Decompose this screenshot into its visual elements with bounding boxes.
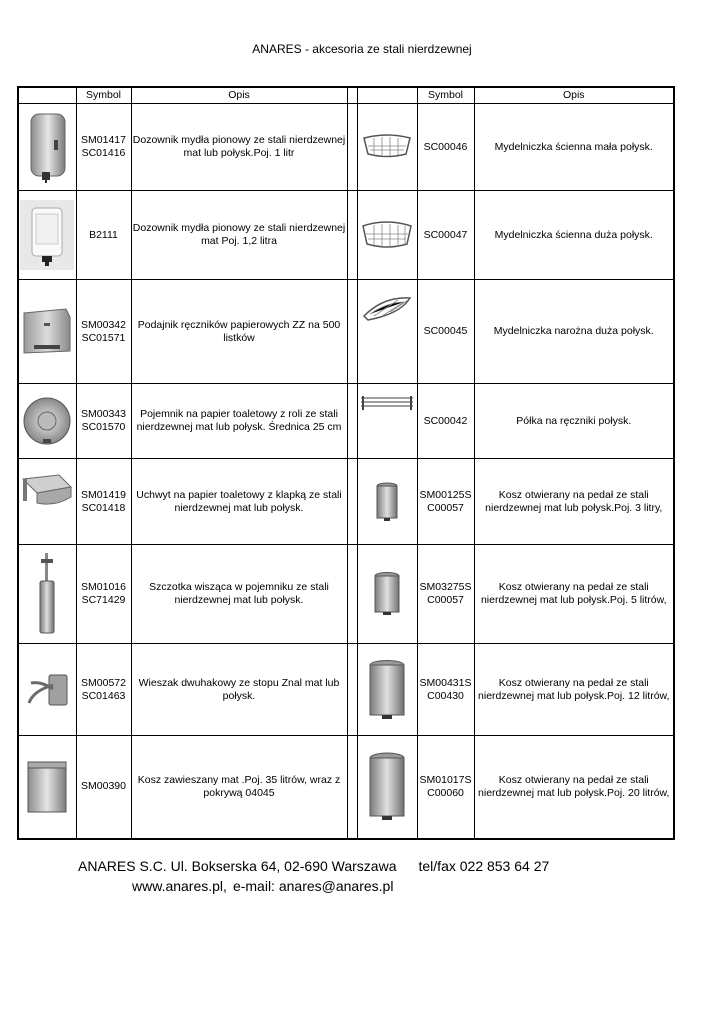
product-symbol: SM01417 SC01416 xyxy=(76,104,131,191)
wall-bin-icon xyxy=(24,758,70,816)
header-desc-left: Opis xyxy=(131,87,347,104)
product-symbol: SC00042 xyxy=(417,384,474,459)
footer-company: ANARES S.C. Ul. Bokserska 64, 02-690 Warszawa xyxy=(78,858,397,874)
product-description: Dozownik mydła pionowy ze stali nierdzewnej mat Poj. 1,2 litra xyxy=(131,191,347,280)
product-image-cell xyxy=(357,384,417,459)
product-image-cell xyxy=(18,280,76,384)
product-description: Mydelniczka narożna duża połysk. xyxy=(474,280,674,384)
product-description: Kosz zawieszany mat .Poj. 35 litrów, wraz z pokrywą 04045 xyxy=(131,736,347,839)
footer-phone: tel/fax 022 853 64 27 xyxy=(418,858,550,874)
pedal-bin-20l-icon xyxy=(367,751,407,823)
product-symbol: SM01017S C00060 xyxy=(417,736,474,839)
product-symbol: SM00390 xyxy=(76,736,131,839)
corner-soap-basket-icon xyxy=(360,294,414,322)
product-description: Półka na ręczniki połysk. xyxy=(474,384,674,459)
column-separator xyxy=(347,384,357,459)
product-description: Kosz otwierany na pedał ze stali nierdzewnej mat lub połysk.Poj. 20 litrów, xyxy=(474,736,674,839)
soap-basket-large-icon xyxy=(360,218,414,252)
column-separator xyxy=(347,104,357,191)
product-symbol: SM00343 SC01570 xyxy=(76,384,131,459)
product-symbol: SM00125S C00057 xyxy=(417,459,474,545)
product-description: Uchwyt na papier toaletowy z klapką ze stali nierdzewnej mat lub połysk. xyxy=(131,459,347,545)
product-symbol: SM00342 SC01571 xyxy=(76,280,131,384)
pedal-bin-5l-icon xyxy=(373,571,401,617)
product-image-cell xyxy=(18,384,76,459)
product-symbol: SM00572 SC01463 xyxy=(76,644,131,736)
pedal-bin-3l-icon xyxy=(375,482,399,522)
product-symbol: SM00431S C00430 xyxy=(417,644,474,736)
footer-address xyxy=(78,858,549,874)
header-desc-right: Opis xyxy=(474,87,674,104)
table-row xyxy=(18,384,674,459)
header-image-left xyxy=(18,87,76,104)
footer-email: e-mail: anares@anares.pl xyxy=(232,878,394,894)
pedal-bin-12l-icon xyxy=(367,659,407,721)
footer-contact xyxy=(132,878,393,894)
product-symbol: SM03275S C00057 xyxy=(417,545,474,644)
product-description: Mydelniczka ścienna duża połysk. xyxy=(474,191,674,280)
product-symbol: SM01016 SC71429 xyxy=(76,545,131,644)
product-image-cell xyxy=(357,736,417,839)
footer-website: www.anares.pl, xyxy=(132,878,227,894)
product-symbol: SC00046 xyxy=(417,104,474,191)
product-description: Szczotka wisząca w pojemniku ze stali nierdzewnej mat lub połysk. xyxy=(131,545,347,644)
product-image-cell xyxy=(357,191,417,280)
soap-dispenser-icon xyxy=(21,110,73,184)
column-separator xyxy=(347,87,357,104)
product-description: Pojemnik na papier toaletowy z roli ze stali nierdzewnej mat lub połysk. Średnica 25 cm xyxy=(131,384,347,459)
soap-dispenser-white-icon xyxy=(20,200,74,270)
product-image-cell xyxy=(18,191,76,280)
product-description: Mydelniczka ścienna mała połysk. xyxy=(474,104,674,191)
product-description: Kosz otwierany na pedał ze stali nierdzewnej mat lub połysk.Poj. 3 litry, xyxy=(474,459,674,545)
product-symbol: B2111 xyxy=(76,191,131,280)
table-row xyxy=(18,280,674,384)
column-separator xyxy=(347,191,357,280)
header-symbol-left: Symbol xyxy=(76,87,131,104)
table-row xyxy=(18,191,674,280)
product-image-cell xyxy=(357,104,417,191)
column-separator xyxy=(347,736,357,839)
product-image-cell xyxy=(18,644,76,736)
product-symbol: SM01419 SC01418 xyxy=(76,459,131,545)
header-symbol-right: Symbol xyxy=(417,87,474,104)
product-image-cell xyxy=(18,545,76,644)
column-separator xyxy=(347,545,357,644)
product-image-cell xyxy=(357,459,417,545)
product-image-cell xyxy=(357,644,417,736)
product-description: Podajnik ręczników papierowych ZZ na 500 listków xyxy=(131,280,347,384)
product-image-cell xyxy=(18,459,76,545)
product-image-cell xyxy=(357,545,417,644)
product-description: Wieszak dwuhakowy ze stopu Znal mat lub połysk. xyxy=(131,644,347,736)
product-image-cell xyxy=(18,104,76,191)
product-description: Kosz otwierany na pedał ze stali nierdzewnej mat lub połysk.Poj. 5 litrów, xyxy=(474,545,674,644)
table-row xyxy=(18,736,674,839)
table-row xyxy=(18,545,674,644)
header-image-right xyxy=(357,87,417,104)
document-title: ANARES - akcesoria ze stali nierdzewnej xyxy=(252,42,472,56)
product-table xyxy=(17,86,675,840)
product-symbol: SC00047 xyxy=(417,191,474,280)
product-symbol: SC00045 xyxy=(417,280,474,384)
column-separator xyxy=(347,280,357,384)
double-hook-icon xyxy=(23,669,71,711)
toilet-roll-dispenser-icon xyxy=(21,395,73,447)
toilet-brush-icon xyxy=(37,553,57,635)
soap-basket-small-icon xyxy=(360,132,414,162)
towel-shelf-icon xyxy=(359,392,415,412)
column-separator xyxy=(347,644,357,736)
table-header-row xyxy=(18,87,674,104)
table-row xyxy=(18,459,674,545)
table-row xyxy=(18,644,674,736)
product-description: Dozownik mydła pionowy ze stali nierdzewnej mat lub połysk.Poj. 1 litr xyxy=(131,104,347,191)
product-description: Kosz otwierany na pedał ze stali nierdzewnej mat lub połysk.Poj. 12 litrów, xyxy=(474,644,674,736)
product-image-cell xyxy=(357,280,417,384)
toilet-paper-holder-icon xyxy=(19,473,75,509)
towel-dispenser-icon xyxy=(20,307,74,357)
table-row xyxy=(18,104,674,191)
column-separator xyxy=(347,459,357,545)
product-image-cell xyxy=(18,736,76,839)
